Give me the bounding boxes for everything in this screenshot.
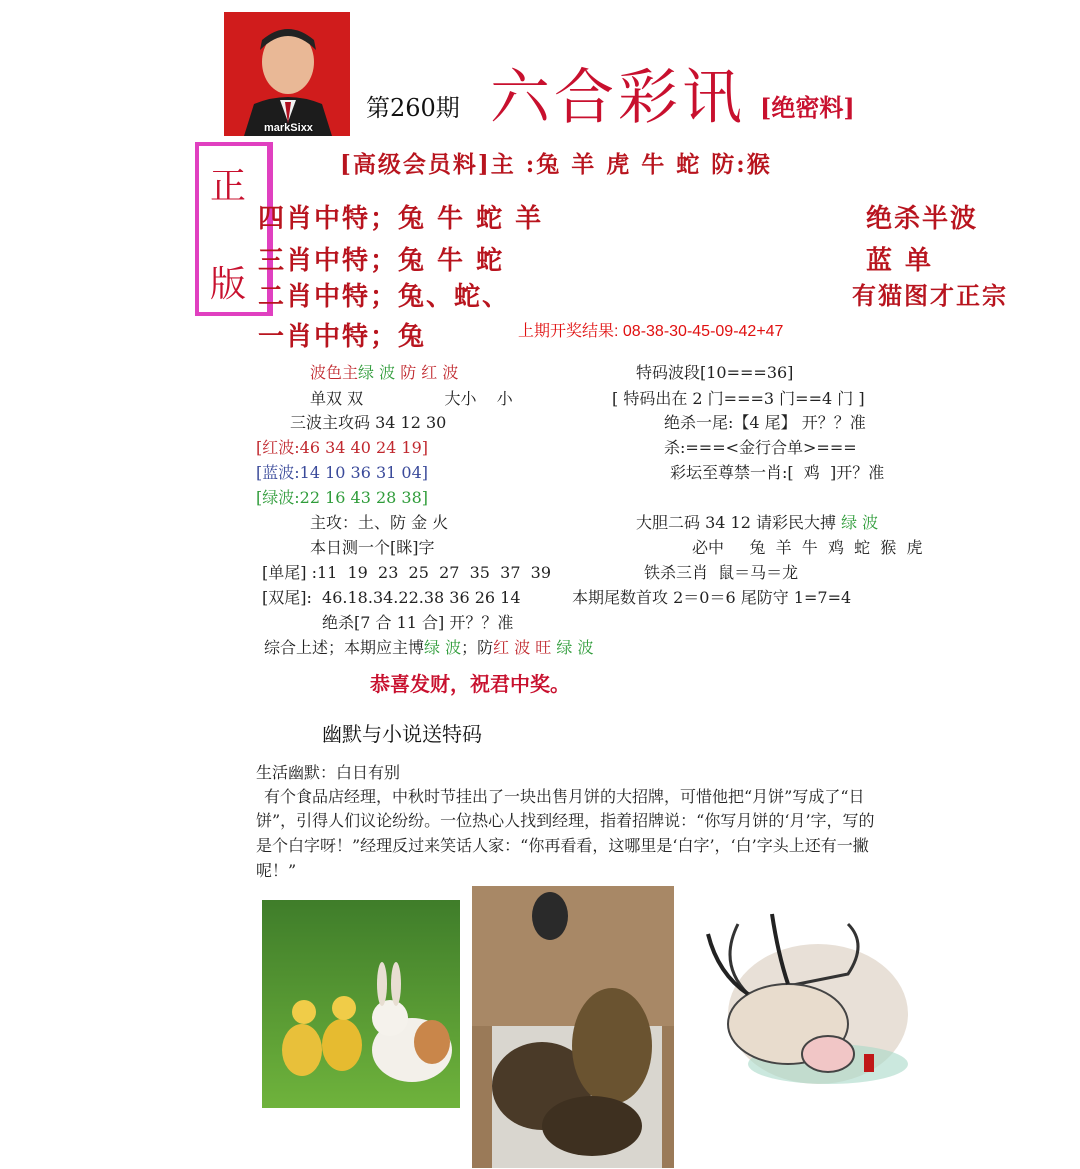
bold-two-codes	[636, 510, 878, 533]
ducks-rabbit-image	[262, 900, 460, 1108]
summary-line	[264, 635, 594, 658]
kill-combo: 绝杀[7 合 11 合] 开？？准	[322, 613, 514, 632]
kill-tail: 绝杀一尾:【4 尾】 开？？准	[664, 413, 866, 432]
kill-single: 杀:===<金行合单>===	[664, 438, 857, 457]
note-kill-half-wave: 绝杀半波	[866, 204, 979, 234]
tip-four-zodiac: 四肖中特；兔 牛 蛇 羊	[258, 204, 544, 234]
vip-line: [高级会员料]主 :兔 羊 虎 牛 蛇 防:猴	[340, 151, 772, 178]
summary-green: 绿 波	[424, 638, 462, 657]
wave-main-green: 绿 波	[358, 363, 396, 382]
humor-line-4: 呢！”	[256, 861, 297, 880]
logo-text: markSixx	[264, 122, 313, 134]
word-of-day: 本日测一个[眯]字	[310, 538, 435, 557]
summary-mid: ；防	[461, 638, 494, 657]
page-title: 六合彩讯	[490, 63, 746, 133]
tail-attack: 本期尾数首攻 2＝0＝6 尾防守 1=7=4	[572, 588, 852, 607]
blue-wave-numbers: [蓝波:14 10 36 31 04]	[256, 463, 429, 482]
element-attack: 主攻：土、防 金 火	[310, 513, 449, 532]
snake-image	[472, 886, 674, 1168]
iron-kill: 铁杀三肖 鼠＝马＝龙	[644, 563, 799, 582]
bold-two-green: 绿 波	[841, 513, 879, 532]
green-wave-numbers: [绿波:22 16 43 28 38]	[256, 488, 429, 507]
humor-line-1: 有个食品店经理，中秋时节挂出了一块出售月饼的大招牌，可惜他把“月饼”写成了“日	[264, 787, 865, 806]
stamp-bottom-char: 版	[210, 264, 247, 305]
three-wave-attack: 三波主攻码 34 12 30	[290, 413, 447, 432]
stamp-top-char: 正	[210, 166, 247, 207]
congrats-line: 恭喜发财，祝君中奖。	[370, 672, 570, 696]
wave-main-rest: 防 红 波	[400, 363, 459, 382]
single-tail: [单尾] :11 19 23 25 27 35 37 39	[262, 563, 552, 582]
red-wave-numbers: [红波:46 34 40 24 19]	[256, 438, 429, 457]
summary-green-2: 绿 波	[556, 638, 594, 657]
tip-two-zodiac: 二肖中特；兔、蛇、	[258, 282, 511, 312]
double-tail: [双尾]: 46.18.34.22.38 36 26 14	[262, 588, 521, 607]
summary-red: 红 波 旺	[493, 638, 552, 657]
last-draw-result: 上期开奖结果: 08-38-30-45-09-42+47	[518, 323, 784, 340]
bold-two-prefix: 大胆二码 34 12 请彩民大搏	[636, 513, 836, 532]
must-win: 必中 兔 羊 牛 鸡 蛇 猴 虎	[692, 538, 923, 557]
humor-line-3: 是个白字呀！”经理反过来笑话人家：“你再看看，这哪里是‘白字’，‘白’字头上还有一撇	[256, 836, 869, 855]
forbid-zodiac: 彩坛至尊禁一肖:[ 鸡 ]开？准	[670, 463, 885, 482]
page-subtitle: [绝密料]	[760, 93, 855, 122]
humor-heading: 幽默与小说送特码	[322, 722, 482, 746]
tip-one-zodiac: 一肖中特；兔	[258, 322, 427, 352]
ox-painting-image	[678, 904, 908, 1104]
note-blue-single: 蓝 单	[866, 246, 934, 276]
portrait-image	[224, 12, 350, 136]
tip-three-zodiac: 三肖中特；兔 牛 蛇	[258, 246, 505, 276]
odd-even-size: 单双 双 大小 小	[310, 389, 513, 408]
special-range: 特码波段[10===36]	[636, 363, 794, 382]
humor-label: 生活幽默：白日有别	[256, 763, 401, 782]
issue-number: 第260期	[366, 94, 460, 122]
summary-prefix: 综合上述；本期应主博	[264, 638, 425, 657]
wave-main	[310, 360, 458, 383]
special-door: [ 特码出在 2 门===3 门==4 门 ]	[612, 389, 865, 408]
wave-main-prefix: 波色主	[310, 363, 359, 382]
note-cat-authentic: 有猫图才正宗	[852, 281, 1008, 310]
humor-line-2: 饼”，引得人们议论纷纷。一位热心人找到经理，指着招牌说：“你写月饼的‘月’字，写的	[256, 811, 875, 830]
